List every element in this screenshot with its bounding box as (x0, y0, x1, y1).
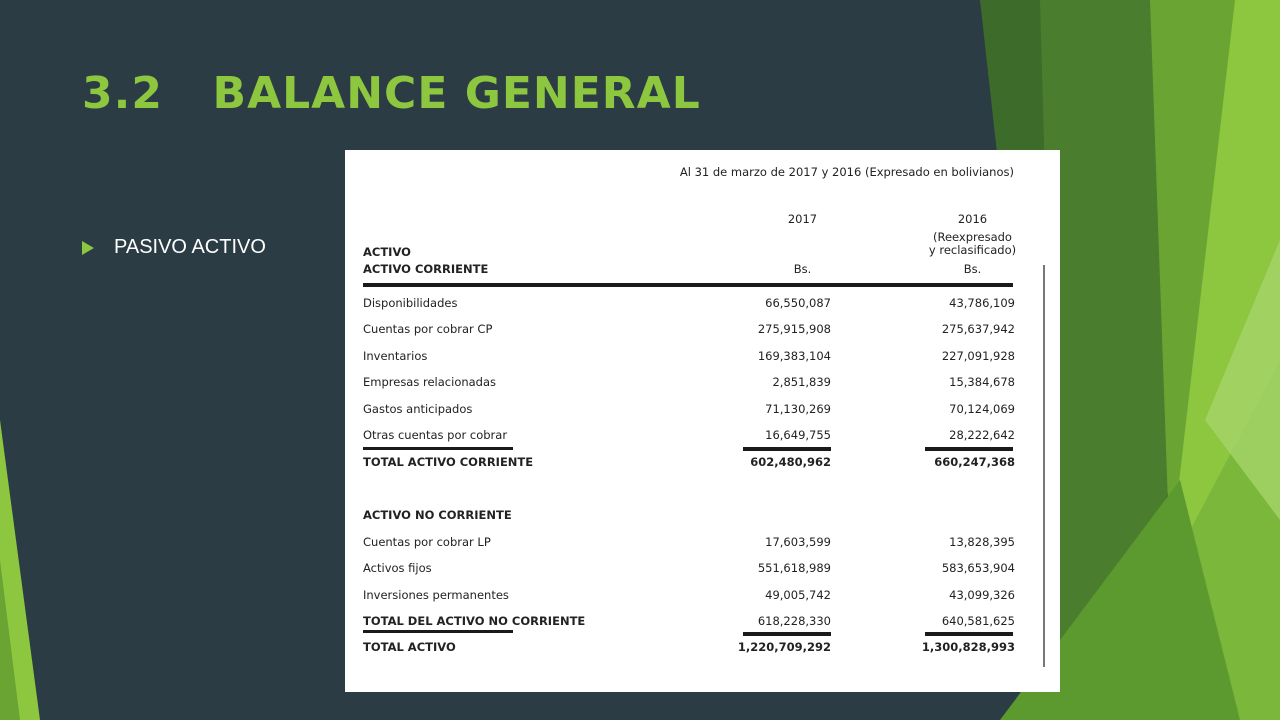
total-current-label: TOTAL ACTIVO CORRIENTE (363, 455, 534, 469)
row-value-2016: 13,828,395 (949, 535, 1015, 549)
slide-title: 3.2 BALANCE GENERAL (82, 68, 701, 119)
row-value-2016: 43,099,326 (949, 588, 1015, 602)
row-value-2017: 169,383,104 (757, 349, 831, 363)
section-activo-no-corriente: ACTIVO NO CORRIENTE (363, 508, 512, 522)
row-label: Gastos anticipados (363, 402, 473, 416)
row-value-2017: 275,915,908 (757, 322, 831, 336)
row-value-2017: 2,851,839 (772, 375, 831, 389)
row-value-2017: 551,618,989 (757, 561, 831, 575)
total-rule-2017 (743, 632, 831, 636)
row-label: Inventarios (363, 349, 428, 363)
total-noncurrent-2016: 640,581,625 (941, 614, 1015, 628)
total-current-2017: 602,480,962 (750, 455, 831, 469)
row-label: Disponibilidades (363, 296, 458, 310)
total-activo-2016: 1,300,828,993 (921, 640, 1015, 654)
row-value-2016: 15,384,678 (949, 375, 1015, 389)
total-rule-2016 (925, 632, 1013, 636)
bullet-text: PASIVO ACTIVO (114, 236, 266, 258)
subtotal-rule-label (363, 447, 513, 450)
total-rule-label (363, 630, 513, 633)
row-value-2016: 43,786,109 (949, 296, 1015, 310)
subtotal-rule-2016 (925, 447, 1013, 451)
row-value-2016: 583,653,904 (941, 561, 1015, 575)
row-label: Cuentas por cobrar LP (363, 535, 491, 549)
total-noncurrent-2017: 618,228,330 (757, 614, 831, 628)
section-activo: ACTIVO (363, 245, 411, 259)
row-label: Inversiones permanentes (363, 588, 509, 602)
row-value-2016: 70,124,069 (949, 402, 1015, 416)
row-value-2017: 71,130,269 (765, 402, 831, 416)
currency-2016: Bs. (963, 262, 982, 276)
row-label: Cuentas por cobrar CP (363, 322, 493, 336)
row-label: Otras cuentas por cobrar (363, 428, 508, 442)
total-current-2016: 660,247,368 (934, 455, 1015, 469)
row-value-2017: 66,550,087 (765, 296, 831, 310)
row-value-2016: 227,091,928 (941, 349, 1015, 363)
row-value-2017: 16,649,755 (765, 428, 831, 442)
total-activo-label: TOTAL ACTIVO (363, 640, 456, 654)
header-rule (363, 283, 1013, 287)
col-2016-year: 2016 (957, 212, 988, 226)
row-value-2017: 49,005,742 (765, 588, 831, 602)
total-noncurrent-label: TOTAL DEL ACTIVO NO CORRIENTE (363, 614, 586, 628)
currency-2017: Bs. (793, 262, 812, 276)
row-value-2017: 17,603,599 (765, 535, 831, 549)
row-label: Empresas relacionadas (363, 375, 497, 389)
statement-header-note: Al 31 de marzo de 2017 y 2016 (Expresado en bolivianos) (679, 165, 1014, 179)
right-vertical-rule (1043, 265, 1045, 667)
balance-sheet-image (345, 150, 1060, 692)
col-2016-note-1: (Reexpresado (933, 230, 1012, 244)
section-activo-corriente: ACTIVO CORRIENTE (363, 262, 489, 276)
subtotal-rule-2017 (743, 447, 831, 451)
triangle-bullet-icon (82, 241, 94, 255)
row-label: Activos fijos (363, 561, 432, 575)
bullet-item (82, 236, 266, 259)
col-2016-note-2: y reclasificado) (928, 243, 1017, 257)
col-2017-year: 2017 (787, 212, 818, 226)
row-value-2016: 275,637,942 (941, 322, 1015, 336)
row-value-2016: 28,222,642 (949, 428, 1015, 442)
total-activo-2017: 1,220,709,292 (737, 640, 831, 654)
